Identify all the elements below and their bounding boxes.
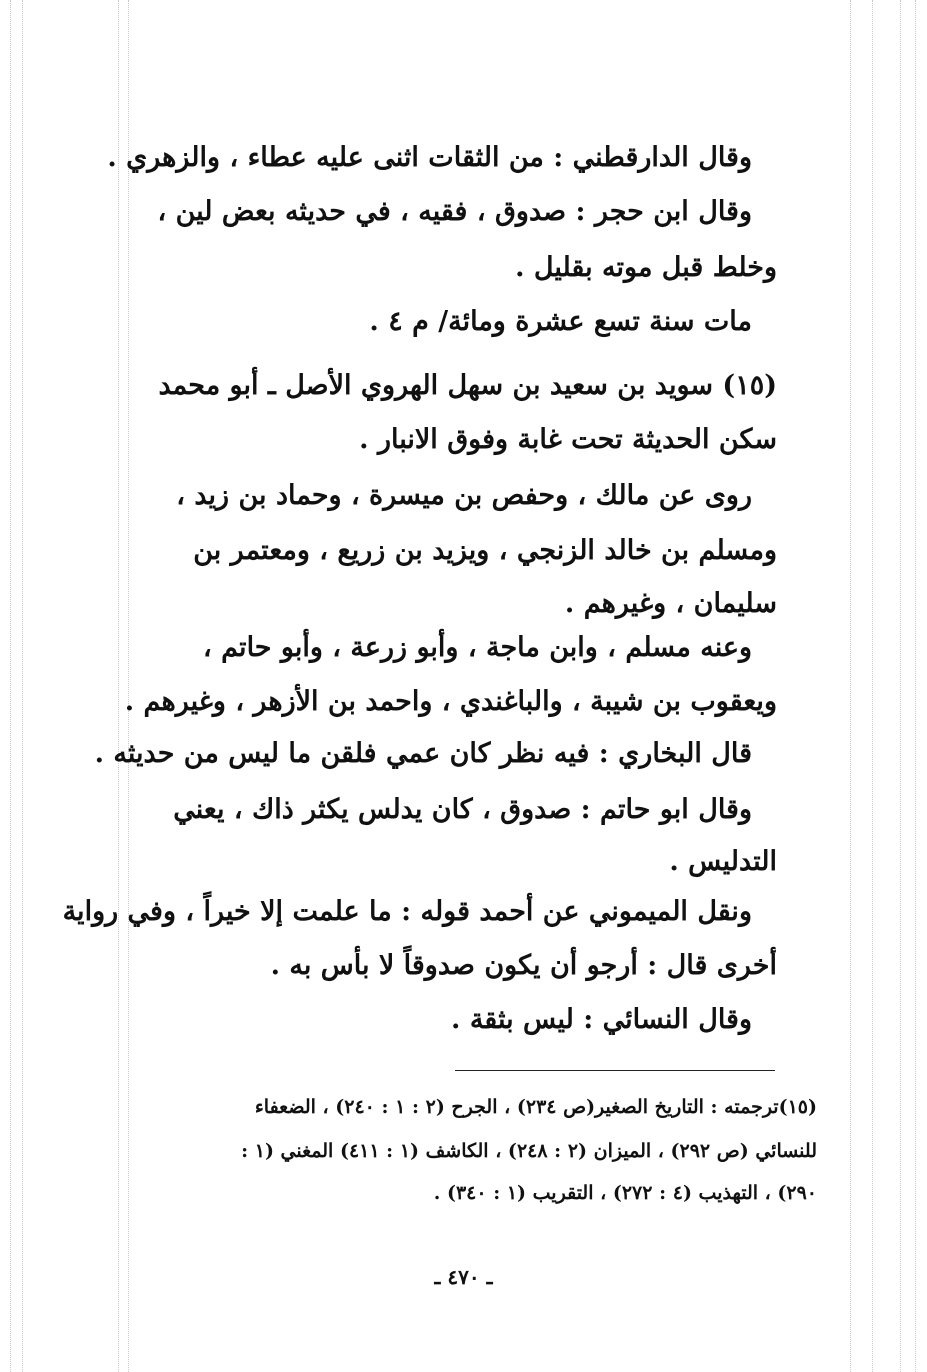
page-number: ـ ٤٧٠ ـ	[434, 1265, 493, 1289]
scan-guide-line	[10, 0, 11, 1372]
footnote-separator	[455, 1070, 775, 1071]
scan-guide-line	[900, 0, 901, 1372]
scan-guide-line	[22, 0, 23, 1372]
text-line: مات سنة تسع عشرة ومائة/ م ٤ .	[369, 306, 752, 337]
text-line: أخرى قال : أرجو أن يكون صدوقاً لا بأس به .	[270, 950, 777, 981]
scan-guide-line	[850, 0, 851, 1372]
text-line: التدليس .	[669, 846, 777, 877]
text-line: وقال ابن حجر : صدوق ، فقيه ، في حديثه بعض لين ،	[157, 196, 752, 227]
text-line: وقال الدارقطني : من الثقات اثنى عليه عطاء ، والزهري .	[107, 142, 752, 173]
footnote-line: (١٥)ترجمته : التاريخ الصغير(ص ٢٣٤) ، الجرح (٢ : ١ : ٢٤٠) ، الضعفاء	[254, 1096, 817, 1118]
text-line: ونقل الميموني عن أحمد قوله : ما علمت إلا خيراً ، وفي رواية	[62, 896, 752, 927]
text-line: وقال النسائي : ليس بثقة .	[451, 1004, 752, 1035]
entry-heading: (١٥) سويد بن سعيد بن سهل الهروي الأصل ـ أبو محمد	[158, 370, 777, 401]
footnote-line: ٢٩٠) ، التهذيب (٤ : ٢٧٢) ، التقريب (١ : ٣٤٠) .	[433, 1182, 817, 1204]
text-line: سليمان ، وغيرهم .	[564, 588, 777, 619]
text-line: روى عن مالك ، وحفص بن ميسرة ، وحماد بن زيد ،	[176, 480, 752, 511]
text-line: ومسلم بن خالد الزنجي ، ويزيد بن زريع ، ومعتمر بن	[193, 535, 777, 566]
text-line: وخلط قبل موته بقليل .	[515, 252, 777, 283]
scan-guide-line	[872, 0, 873, 1372]
text-line: قال البخاري : فيه نظر كان عمي فلقن ما ليس من حديثه .	[94, 738, 752, 769]
text-line: وعنه مسلم ، وابن ماجة ، وأبو زرعة ، وأبو حاتم ،	[202, 632, 752, 663]
footnote-line: للنسائي (ص ٢٩٢) ، الميزان (٢ : ٢٤٨) ، الكاشف (١ : ٤١١) المغني (١ :	[241, 1140, 817, 1162]
text-line: سكن الحديثة تحت غابة وفوق الانبار .	[359, 424, 777, 455]
text-line: وقال ابو حاتم : صدوق ، كان يدلس يكثر ذاك ، يعني	[173, 794, 752, 825]
scan-guide-line	[915, 0, 916, 1372]
text-line: ويعقوب بن شيبة ، والباغندي ، واحمد بن الأزهر ، وغيرهم .	[124, 686, 777, 717]
